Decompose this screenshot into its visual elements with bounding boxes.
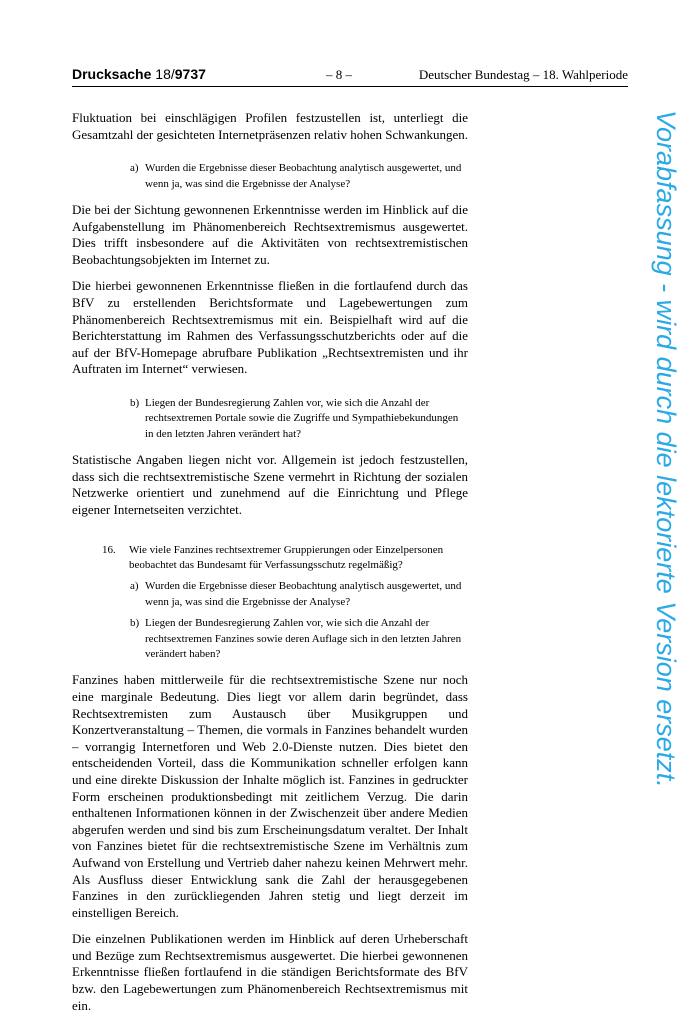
doc-number-prefix: 18/ bbox=[155, 66, 175, 82]
question-text: Liegen der Bundesregierung Zahlen vor, wie sich die Anzahl der rechtsextremen Portale sowie die Zugriffe und Sympathiebekundungen in den letzten Jahren verändert hat? bbox=[145, 396, 459, 440]
institution-label: Deutscher Bundestag – 18. Wahlperiode bbox=[418, 67, 628, 82]
question-text: Wurden die Ergebnisse dieser Beobachtung analytisch ausgewertet, und wenn ja, was sind die Ergebnisse der Analyse? bbox=[145, 162, 462, 190]
doc-number-main: 9737 bbox=[174, 66, 206, 82]
question-number: 16. bbox=[102, 543, 116, 556]
document-number bbox=[72, 66, 206, 82]
question-16b bbox=[130, 616, 468, 662]
doc-kind: Drucksache bbox=[72, 66, 152, 82]
question-label: a) bbox=[130, 580, 139, 593]
question-15a bbox=[130, 161, 468, 192]
paragraph-4: Statistische Angaben liegen nicht vor. Allgemein ist jedoch festzustellen, dass sich die rechtsextremistische Szene vermehrt in Richtung der sozialen Netzwerke orientiert und zunehmend auf die Einrichtung und Pflege eigener Internetseiten verzichtet. bbox=[72, 452, 468, 517]
paragraph-5: Fanzines haben mittlerweile für die rechtsextremistische Szene nur noch eine marginale Bedeutung. Dies liegt vor allem darin begründet, dass Rechtsextremisten zum Austausch über Musikgruppen und Konzertveranstaltung – Themen, die vormals in Fanzines behandelt wurden – vorrangig Internetforen und Web 2.0-Dienste nutzen. Dies bietet den entscheidenden Vorteil, dass die Kommunikation schneller erfolgen kann und eine direkte Diskussion der Inhalte möglich ist. Fanzines in gedruckter Form erscheinen produktionsbedingt mit zeitlichem Verzug. Die darin enthaltenen Informationen können in der Zwischenzeit über andere Medien abgerufen werden und sind bis zum Erscheinungsdatum veraltet. Der Inhalt von Fanzines bietet für die rechtsextremistische Szene im Verhältnis zum Aufwand von Erstellung und Vertrieb daher nahezu keinen Mehrwert mehr. Als Ausfluss dieser Entwicklung sank die Zahl der herausgegebenen Fanzines in den zurückliegenden Jahren stetig und liegt derzeit im einstelligen Bereich. bbox=[72, 672, 468, 920]
document-body bbox=[72, 110, 468, 1024]
question-text: Wie viele Fanzines rechtsextremer Gruppierungen oder Einzelpersonen beobachtet das Bundesamt für Verfassungsschutz regelmäßig? bbox=[129, 543, 444, 571]
question-16 bbox=[102, 543, 468, 574]
paragraph-2: Die bei der Sichtung gewonnenen Erkenntnisse werden im Hinblick auf die Aufgabenstellung im Phänomenbereich Rechtsextremismus ausgewertet. Dies trifft insbesondere auf die Aktivitäten von rechtsextremistischen Beobachtungsobjekten im Internet zu. bbox=[72, 202, 468, 267]
question-15b bbox=[130, 396, 468, 442]
paragraph-6: Die einzelnen Publikationen werden im Hinblick auf deren Urheberschaft und Bezüge zum Rechtsextremismus ausgewertet. Die hierbei gewonnenen Erkenntnisse fließen fortlaufend in die ständigen Berichtsformate des BfV bzw. den Lagebewertungen zum Phänomenbereich Rechtsextremismus mit ein. bbox=[72, 931, 468, 1013]
page-number: – 8 – bbox=[326, 67, 352, 82]
question-text: Wurden die Ergebnisse dieser Beobachtung analytisch ausgewertet, und wenn ja, was sind die Ergebnisse der Analyse? bbox=[145, 580, 462, 608]
page-header bbox=[72, 66, 628, 87]
question-label: b) bbox=[130, 396, 140, 409]
draft-watermark: Vorabfassung - wird durch die lektorierte Version ersetzt. bbox=[651, 110, 681, 788]
question-label: a) bbox=[130, 162, 139, 175]
paragraph-1: Fluktuation bei einschlägigen Profilen festzustellen ist, unterliegt die Gesamtzahl der gesichteten Internetpräsenzen relativ hohen Schwankungen. bbox=[72, 110, 468, 142]
question-label: b) bbox=[130, 617, 140, 630]
paragraph-3: Die hierbei gewonnenen Erkenntnisse fließen in die fortlaufend durch das BfV zu erstellenden Berichtsformate und Lagebewertungen zum Phänomenbereich Rechtsextremismus mit ein. Beispielhaft wird auf die Berichterstattung im Rahmen des Verfassungsschutzberichts oder auf die auf der BfV-Homepage abrufbare Publikation „Rechtsextremisten und ihr Auftraten im Internet“ verwiesen. bbox=[72, 278, 468, 377]
question-16a bbox=[130, 579, 468, 610]
question-text: Liegen der Bundesregierung Zahlen vor, wie sich die Anzahl der rechtsextremen Fanzines sowie deren Auflage sich in den letzten Jahren verändert haben? bbox=[145, 617, 462, 660]
